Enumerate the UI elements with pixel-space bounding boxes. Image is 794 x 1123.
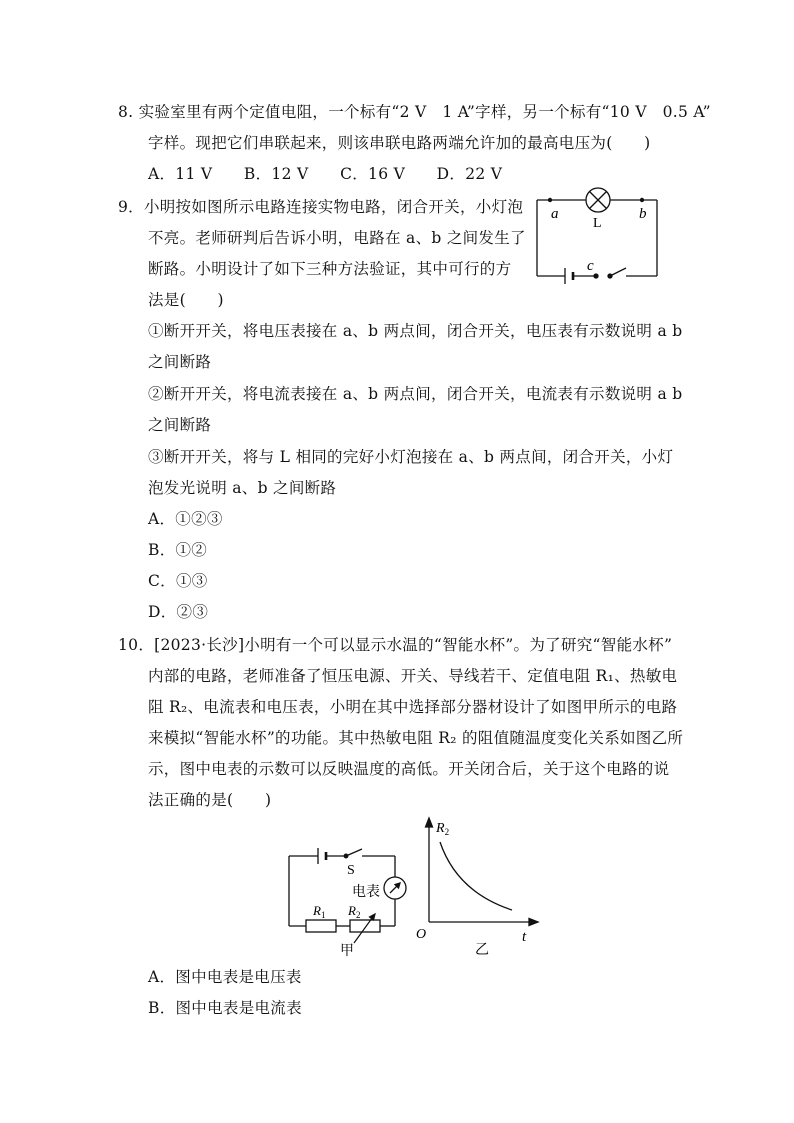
label-a: a bbox=[551, 206, 559, 222]
q9-line-2: 不亮。老师研判后告诉小明，电路在 a、b 之间发生了 bbox=[148, 229, 526, 247]
q10-line-1: 10．[2023·长沙]小明有一个可以显示水温的“智能水杯”。为了研究“智能水杯” bbox=[118, 636, 673, 654]
switch-label: S bbox=[347, 863, 355, 878]
origin-label: O bbox=[416, 927, 427, 942]
q9-method-1-line-1: ①断开开关，将电压表接在 a、b 两点间，闭合开关，电压表有示数说明 a b bbox=[148, 322, 683, 340]
r2-temperature-curve bbox=[440, 842, 512, 910]
meter-label: 电表 bbox=[352, 885, 380, 900]
q10-line-2: 内部的电路，老师准备了恒压电源、开关、导线若干、定值电阻 R₁、热敏电 bbox=[148, 667, 678, 685]
q9-method-1-line-2: 之间断路 bbox=[148, 353, 212, 371]
q9-method-3-line-2: 泡发光说明 a、b 之间断路 bbox=[148, 479, 337, 497]
switch-icon bbox=[344, 849, 362, 858]
meter-icon bbox=[384, 877, 406, 899]
q9-line-4: 法是( ) bbox=[148, 291, 224, 309]
q8-line-2: 字样。现把它们串联起来，则该串联电路两端允许加的最高电压为( ) bbox=[148, 134, 651, 152]
lamp-icon bbox=[586, 188, 610, 212]
q10-line-3: 阻 R₂、电流表和电压表，小明在其中选择部分器材设计了如图甲所示的电路 bbox=[148, 698, 678, 716]
label-L: L bbox=[593, 216, 602, 231]
r2-thermistor bbox=[350, 920, 380, 932]
switch-icon bbox=[594, 268, 626, 278]
r1-resistor bbox=[306, 920, 336, 932]
q9-option-a: A．①②③ bbox=[148, 510, 223, 528]
battery-icon bbox=[318, 848, 326, 864]
q10-graph-figure-yi bbox=[412, 814, 540, 962]
q10-line-6: 法正确的是( ) bbox=[148, 791, 272, 809]
y-axis-label: $R_2$ bbox=[436, 821, 450, 837]
r1-label: $R_1$ bbox=[313, 903, 326, 920]
q8-options: A．11 V B．12 V C．16 V D．22 V bbox=[148, 165, 503, 183]
q10-circuit-figure-jia bbox=[282, 838, 412, 963]
q10-option-b: B．图中电表是电流表 bbox=[148, 999, 302, 1017]
q9-circuit-figure bbox=[530, 180, 665, 285]
q9-line-1: 9．小明按如图所示电路连接实物电路，闭合开关，小灯泡 bbox=[118, 198, 524, 216]
q9-option-d: D．②③ bbox=[148, 603, 209, 621]
q10-option-a: A．图中电表是电压表 bbox=[148, 968, 302, 986]
q10-line-4: 来模拟“智能水杯”的功能。其中热敏电阻 R₂ 的阻值随温度变化关系如图乙所 bbox=[148, 729, 684, 747]
r2-label: $R_2$ bbox=[348, 903, 361, 920]
q9-method-2-line-2: 之间断路 bbox=[148, 416, 212, 434]
q9-method-3-line-1: ③断开开关，将与 L 相同的完好小灯泡接在 a、b 两点间，闭合开关，小灯 bbox=[148, 448, 674, 466]
q9-method-2-line-1: ②断开开关，将电流表接在 a、b 两点间，闭合开关，电流表有示数说明 a b bbox=[148, 385, 683, 403]
q9-line-3: 断路。小明设计了如下三种方法验证，其中可行的方 bbox=[148, 260, 512, 278]
battery-icon bbox=[565, 268, 573, 284]
q9-option-c: C．①③ bbox=[148, 572, 208, 590]
q8-line-1: 8. 实验室里有两个定值电阻，一个标有“2 V 1 A”字样，另一个标有“10 V 0.5 A” bbox=[118, 103, 711, 121]
q10-line-5: 示，图中电表的示数可以反映温度的高低。开关闭合后，关于这个电路的说 bbox=[148, 760, 670, 778]
label-c: c bbox=[587, 258, 594, 274]
label-b: b bbox=[639, 206, 647, 222]
q9-option-b: B．①② bbox=[148, 541, 208, 559]
x-axis-label: t bbox=[522, 929, 527, 945]
caption-jia: 甲 bbox=[340, 944, 354, 959]
caption-yi: 乙 bbox=[475, 943, 489, 958]
